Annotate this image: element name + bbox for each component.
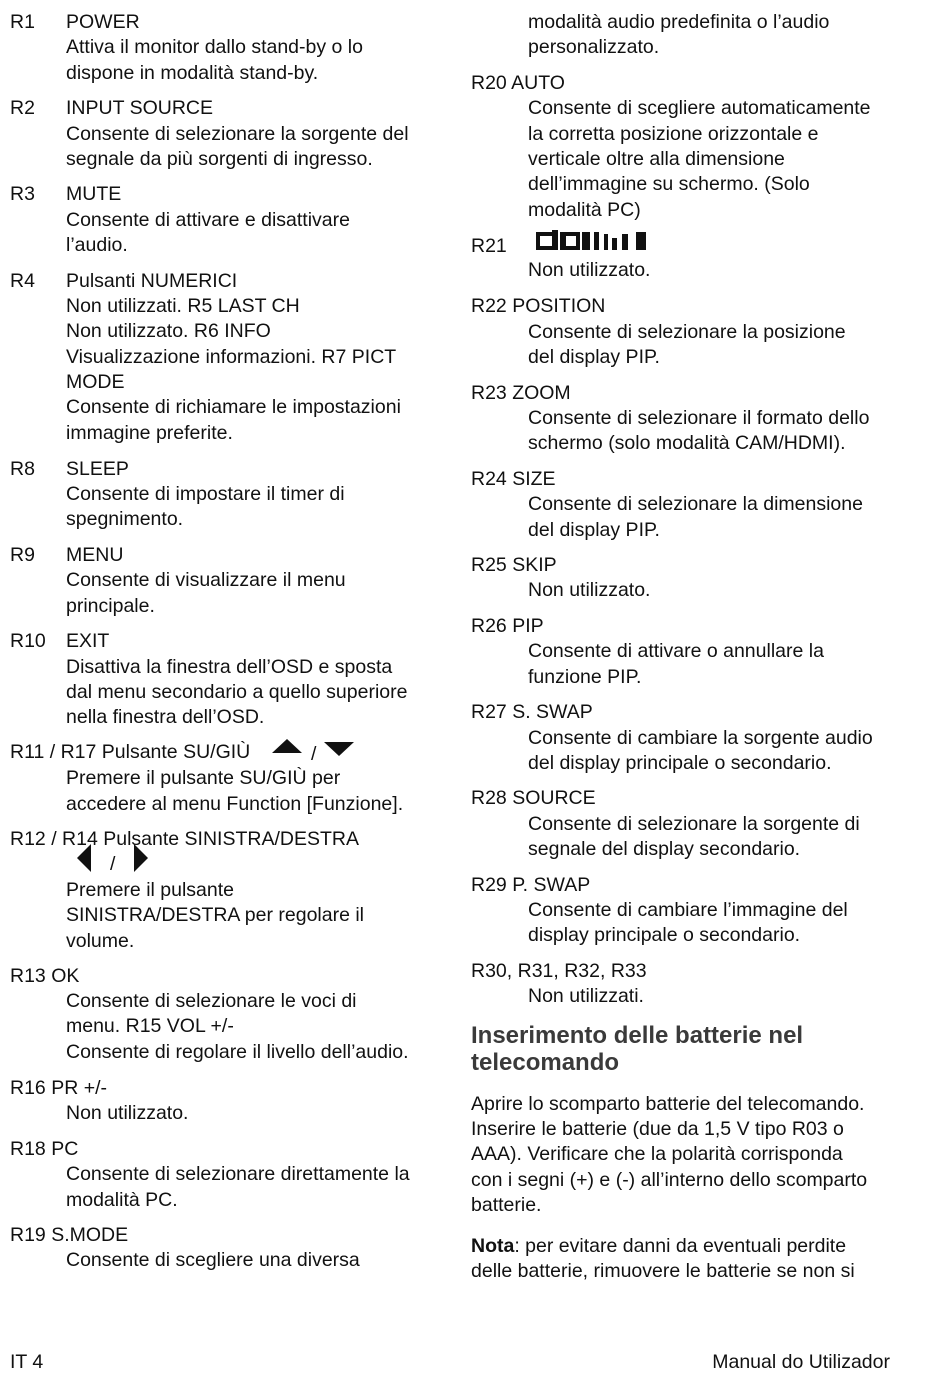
text-r27-1: Consente di cambiare la sorgente audio xyxy=(528,727,873,749)
section-heading-line2: telecomando xyxy=(471,1049,620,1076)
text-r19-3: personalizzato. xyxy=(528,36,660,58)
text-r30-1: Non utilizzati. xyxy=(528,985,644,1007)
title-r12-r14: R12 / R14 Pulsante SINISTRA/DESTRA xyxy=(10,828,359,850)
text-r9-2: principale. xyxy=(66,595,155,617)
text-r4-2: Non utilizzato. R6 INFO xyxy=(66,320,271,342)
title-r9: MENU xyxy=(66,544,124,566)
text-r4-4: MODE xyxy=(66,371,125,393)
text-r18-1: Consente di selezionare direttamente la xyxy=(66,1163,410,1185)
title-r1: POWER xyxy=(66,11,140,33)
left-arrow-icon xyxy=(77,844,91,872)
text-r28-1: Consente di selezionare la sorgente di xyxy=(528,813,860,835)
code-r10: R10 xyxy=(10,630,46,652)
title-r22: R22 POSITION xyxy=(471,295,606,317)
section-heading xyxy=(471,1022,803,1076)
text-r27-2: del display principale o secondario. xyxy=(528,752,832,774)
text-r19-2: modalità audio predefinita o l’audio xyxy=(528,11,830,33)
title-r24: R24 SIZE xyxy=(471,468,556,490)
title-r16: R16 PR +/- xyxy=(10,1077,107,1099)
title-r20: R20 AUTO xyxy=(471,72,565,94)
text-r9-1: Consente di visualizzare il menu xyxy=(66,569,346,591)
code-r3: R3 xyxy=(10,183,35,205)
text-r4-6: immagine preferite. xyxy=(66,422,233,444)
note-label: Nota xyxy=(471,1235,515,1257)
text-r13-1: Consente di selezionare le voci di xyxy=(66,990,357,1012)
text-r11-1: Premere il pulsante SU/GIÙ per xyxy=(66,767,341,789)
text-r12-2: SINISTRA/DESTRA per regolare il xyxy=(66,904,365,926)
text-r29-1: Consente di cambiare l’immagine del xyxy=(528,899,848,921)
paragraph-line-4: con i segni (+) e (-) all’interno dello scomparto xyxy=(471,1169,868,1191)
text-r23-1: Consente di selezionare il formato dello xyxy=(528,407,870,429)
section-heading-line1: Inserimento delle batterie nel xyxy=(471,1022,804,1049)
text-r28-2: segnale del display secondario. xyxy=(528,838,801,860)
text-r25-1: Non utilizzato. xyxy=(528,579,651,601)
title-r13: R13 OK xyxy=(10,965,80,987)
text-r26-1: Consente di attivare o annullare la xyxy=(528,640,824,662)
text-r26-2: funzione PIP. xyxy=(528,666,642,688)
title-r2: INPUT SOURCE xyxy=(66,97,213,119)
paragraph-line-3: AAA). Verificare che la polarità corrisponda xyxy=(471,1143,843,1165)
title-r27: R27 S. SWAP xyxy=(471,701,593,723)
text-r10-3: nella finestra dell’OSD. xyxy=(66,706,265,728)
code-r1: R1 xyxy=(10,11,35,33)
text-r12-1: Premere il pulsante xyxy=(66,879,234,901)
text-r2-1: Consente di selezionare la sorgente del xyxy=(66,123,409,145)
note-line-2: delle batterie, rimuovere le batterie se non si xyxy=(471,1260,855,1282)
text-r22-2: del display PIP. xyxy=(528,346,660,368)
text-r24-2: del display PIP. xyxy=(528,519,660,541)
paragraph-line-5: batterie. xyxy=(471,1194,542,1216)
text-r10-1: Disattiva la finestra dell’OSD e sposta xyxy=(66,656,393,678)
text-r4-3: Visualizzazione informazioni. R7 PICT xyxy=(66,346,397,368)
title-r28: R28 SOURCE xyxy=(471,787,596,809)
title-r25: R25 SKIP xyxy=(471,554,557,576)
title-r10: EXIT xyxy=(66,630,110,652)
text-r20-2: la corretta posizione orizzontale e xyxy=(528,123,819,145)
separator-up-down: / xyxy=(311,743,317,765)
text-r11-2: accedere al menu Function [Funzione]. xyxy=(66,793,404,815)
note-text-1: : per evitare danni da eventuali perdite xyxy=(514,1235,847,1257)
note-line-1 xyxy=(471,1234,846,1260)
text-r22-1: Consente di selezionare la posizione xyxy=(528,321,846,343)
paragraph-line-2: Inserire le batterie (due da 1,5 V tipo R03 o xyxy=(471,1118,844,1140)
right-arrow-icon xyxy=(134,844,148,872)
text-r20-3: verticale oltre alla dimensione xyxy=(528,148,785,170)
code-r8: R8 xyxy=(10,458,35,480)
text-r13-3: Consente di regolare il livello dell’audio. xyxy=(66,1041,409,1063)
title-r30-r33: R30, R31, R32, R33 xyxy=(471,960,647,982)
text-r4-5: Consente di richiamare le impostazioni xyxy=(66,396,401,418)
text-r4-1: Non utilizzati. R5 LAST CH xyxy=(66,295,300,317)
text-r29-2: display principale o secondario. xyxy=(528,924,801,946)
code-r9: R9 xyxy=(10,544,35,566)
title-r29: R29 P. SWAP xyxy=(471,874,591,896)
text-r8-1: Consente di impostare il timer di xyxy=(66,483,345,505)
text-r20-1: Consente di scegliere automaticamente xyxy=(528,97,871,119)
text-r20-4: dell’immagine su schermo. (Solo xyxy=(528,173,810,195)
text-r12-3: volume. xyxy=(66,930,135,952)
text-r2-2: segnale da più sorgenti di ingresso. xyxy=(66,148,373,170)
garbled-symbol-icon xyxy=(536,230,660,252)
text-r20-5: modalità PC) xyxy=(528,199,641,221)
text-r18-2: modalità PC. xyxy=(66,1189,178,1211)
text-r3-2: l’audio. xyxy=(66,234,128,256)
title-r26: R26 PIP xyxy=(471,615,544,637)
title-r3: MUTE xyxy=(66,183,122,205)
text-r1-2: dispone in modalità stand-by. xyxy=(66,62,319,84)
up-arrow-icon xyxy=(272,739,302,753)
separator-left-right: / xyxy=(110,853,116,875)
code-r2: R2 xyxy=(10,97,35,119)
text-r24-1: Consente di selezionare la dimensione xyxy=(528,493,863,515)
down-arrow-icon xyxy=(324,742,354,756)
text-r3-1: Consente di attivare e disattivare xyxy=(66,209,350,231)
paragraph-line-1: Aprire lo scomparto batterie del telecomando. xyxy=(471,1093,865,1115)
text-r16-1: Non utilizzato. xyxy=(66,1102,189,1124)
text-r21-1: Non utilizzato. xyxy=(528,259,651,281)
title-r8: SLEEP xyxy=(66,458,129,480)
text-r19-1: Consente di scegliere una diversa xyxy=(66,1249,360,1271)
text-r13-2: menu. R15 VOL +/- xyxy=(66,1015,234,1037)
text-r8-2: spegnimento. xyxy=(66,508,184,530)
title-r11-r17: R11 / R17 Pulsante SU/GIÙ xyxy=(10,741,251,763)
title-r18: R18 PC xyxy=(10,1138,79,1160)
title-r21: R21 xyxy=(471,235,507,257)
code-r4: R4 xyxy=(10,270,35,292)
title-r4: Pulsanti NUMERICI xyxy=(66,270,238,292)
page-number: IT 4 xyxy=(10,1351,44,1373)
manual-title: Manual do Utilizador xyxy=(712,1351,890,1373)
title-r23: R23 ZOOM xyxy=(471,382,571,404)
text-r23-2: schermo (solo modalità CAM/HDMI). xyxy=(528,432,846,454)
title-r19: R19 S.MODE xyxy=(10,1224,129,1246)
text-r10-2: dal menu secondario a quello superiore xyxy=(66,681,408,703)
text-r1-1: Attiva il monitor dallo stand-by o lo xyxy=(66,36,363,58)
